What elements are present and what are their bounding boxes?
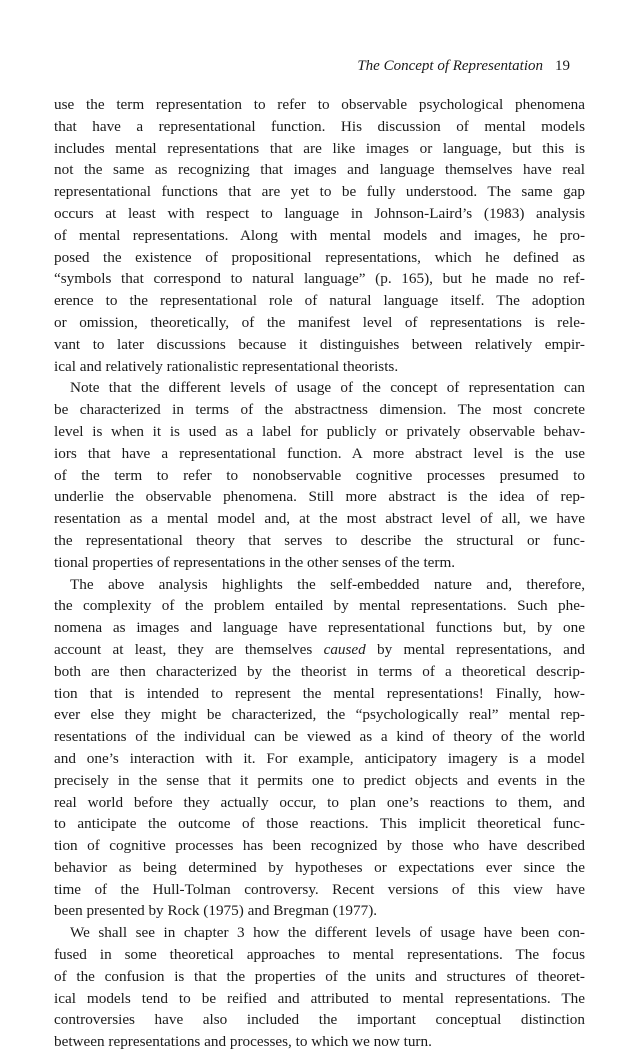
text-line: or omission, theoretically, of the manifest level of representations is rele- [54,313,585,331]
text-line: real world before they actually occur, to plan one’s reactions to them, and [54,793,585,811]
text-line: of the term to refer to nonobservable cognitive processes presumed to [54,466,585,484]
text-line: level is when it is used as a label for publicly or privately observable behav- [54,422,585,440]
text-line: that have a representational function. His discussion of mental models [54,117,585,135]
text-line: use the term representation to refer to observable psychological phenomena [54,96,585,113]
paragraph-1 [54,94,585,377]
text-line: resentation as a mental model and, at the most abstract level of all, we have [54,510,585,528]
text-line: not the same as recognizing that images and language themselves have real [54,161,585,179]
text-line: occurs at least with respect to language in Johnson-Laird’s (1983) analysis [54,204,585,222]
text-line: ical models tend to be reified and attributed to mental representations. The [54,989,585,1007]
text-line: The above analysis highlights the self-embedded nature and, therefore, [70,575,585,593]
text-line italic-line: account at least, they are themselves caused by mental representations, and [54,640,585,658]
text-line: both are then characterized by the theorist in terms of a theoretical descrip- [54,662,585,680]
paragraph-2 [54,377,585,573]
text-line: representational functions that are yet to be fully understood. The same gap [54,183,585,201]
chapter-title: The Concept of Representation [357,58,543,74]
paragraph-4 [54,922,585,1053]
text-line: posed the existence of propositional representations, which he defined as [54,248,585,266]
text-line: nomena as images and language have representational functions but, by one [54,619,585,637]
text-line: resentations of the individual can be viewed as a kind of theory of the world [54,728,585,746]
text-line: iors that have a representational function. A more abstract level is the use [54,444,585,462]
text-line: Note that the different levels of usage of the concept of representation can [70,379,585,397]
text-line: “symbols that correspond to natural language” (p. 165), but he made no ref- [54,270,585,288]
text-line: ever else they might be characterized, the “psychologically real” mental rep- [54,706,585,724]
text-line: behavior as being determined by hypotheses or expectations ever since the [54,858,585,876]
text-line: tional properties of representations in the other senses of the term. [54,553,456,571]
text-line: vant to later discussions because it distinguishes between relatively empir- [54,335,585,353]
text-line: be characterized in terms of the abstractness dimension. The most concrete [54,401,585,419]
text-line: of mental representations. Along with mental models and images, he pro- [54,226,585,244]
page-number: 19 [555,58,570,74]
body-text [54,94,585,1053]
emphasis: caused [323,640,366,658]
text-line: controversies have also included the important conceptual distinction [54,1011,585,1029]
text-line: includes mental representations that are like images or language, but this is [54,139,585,157]
text-line: precisely in the sense that it permits one to predict objects and events in the [54,771,585,789]
text-line: and one’s interaction with it. For example, anticipatory imagery is a model [54,749,585,767]
text-line: We shall see in chapter 3 how the different levels of usage have been con- [70,924,585,942]
text-line: of the confusion is that the properties of the units and structures of theoret- [54,967,585,985]
text-line: ical and relatively rationalistic representational theorists. [54,357,399,375]
text-line: fused in some theoretical approaches to mental representations. The focus [54,946,585,964]
paragraph-3 [54,574,585,923]
text-line: to anticipate the outcome of those reactions. This implicit theoretical func- [54,815,585,833]
text-line: tion that is intended to represent the mental representations! Finally, how- [54,684,585,702]
text-line: tion of cognitive processes has been recognized by those who have described [54,837,585,855]
text-line: been presented by Rock (1975) and Bregman (1977). [54,902,378,920]
text-line: time of the Hull-Tolman controversy. Recent versions of this view have [54,880,585,898]
text-line: underlie the observable phenomena. Still more abstract is the idea of rep- [54,488,585,506]
text-line: erence to the representational role of natural language itself. The adoption [54,292,585,310]
text-line: the complexity of the problem entailed by mental representations. Such phe- [54,597,585,615]
text-line: the representational theory that serves to describe the structural or func- [54,531,585,549]
running-head [357,56,570,76]
text-line: between representations and processes, to which we now turn. [54,1033,432,1051]
